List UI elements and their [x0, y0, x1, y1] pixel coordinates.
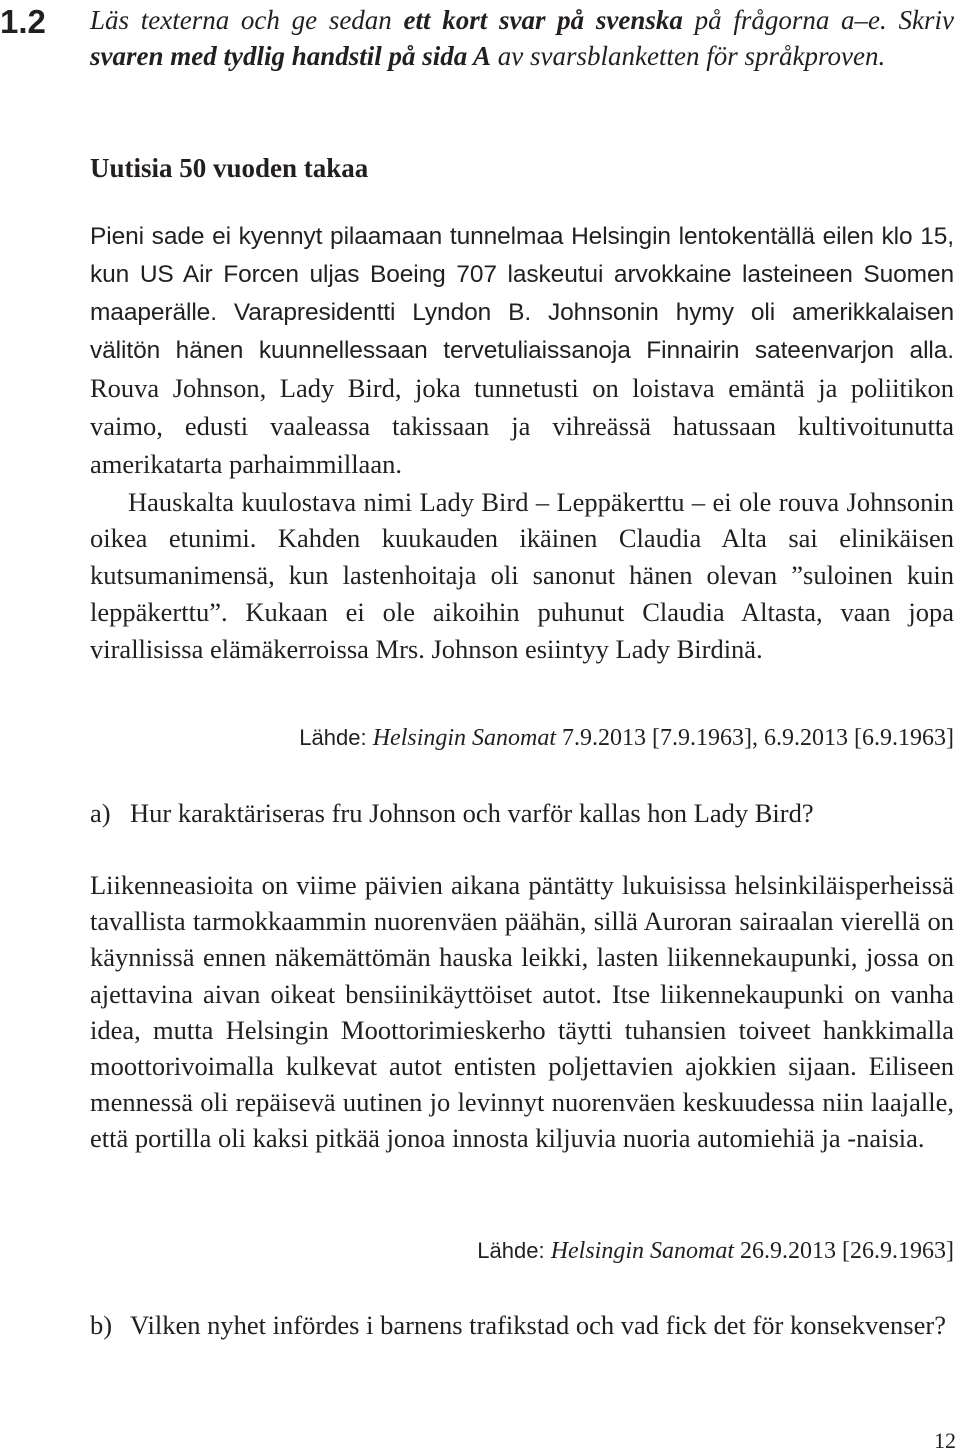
source-newspaper: Helsingin Sanomat — [372, 725, 557, 751]
article-1-body — [90, 218, 954, 668]
instructions-text-1: Läs texterna och ge sedan — [90, 5, 404, 35]
article-2-body: Liikenneasioita on viime päivien aikana päntätty lukuisissa helsinkiläisperheissä tavallista tarmokkaammin nuorenväen päähän, sillä Auroran sairaalan vierellä on käynnissä ennen näkemättömän hauska leikki, lasten liikennekaupunki, jossa on ajettavina aivan oikeat bensiinikäyttöiset autot. Itse liikennekaupunki on vanha idea, mutta Helsingin Moottorimieskerho täytti tuhansien toiveet hankkimalla moottorivoimalla kulkevat autot entisten poljettavien ajokkien sijaan. Eiliseen mennessä oli repäisevä uutinen jo levinnyt nuorenväen keskuudessa niin laajalle, että portilla oli kaksi pitkää jonoa innosta kiljuvia nuoria automiehiä ja -naisia. — [90, 870, 954, 1154]
source-dates: 26.9.2013 [26.9.1963] — [734, 1238, 954, 1264]
instructions-bold-2: svaren med tydlig handstil på sida A — [90, 41, 492, 71]
source-newspaper: Helsingin Sanomat — [550, 1238, 735, 1264]
section-number: 1.2 — [0, 3, 46, 40]
question-b-label: b) — [90, 1310, 113, 1340]
source-label: Lähde: — [477, 1238, 551, 1263]
instructions-text-3: av svarsblanketten för språkproven. — [491, 41, 886, 71]
article-1-paragraph-1-sans: Pieni sade ei kyennyt pilaamaan tunnelmaa Helsingin lentokentällä eilen klo 15, kun US Air Forcen uljas Boeing 707 laskeutui arvokkaine lasteineen Suomen maaperälle. Varapresidentti Lyndon B. Johnsonin hymy oli amerikkalaisen välitön hänen kuunnellessaan tervetuliaissanoja Finnairin sateenvarjon alla. — [90, 223, 954, 365]
question-a-label: a) — [90, 798, 111, 828]
article-1-paragraph-2: Hauskalta kuulostava nimi Lady Bird – Leppäkerttu – ei ole rouva Johnsonin oikea etunimi. Kahden kuukauden ikäinen Claudia Alta sai elinikäisen kutsumanimensä, kun lastenhoitaja oli sanonut hänen olevan ”suloinen kuin leppäkerttu”. Kukaan ei ole aikoihin puhunut Claudia Altasta, vaan jopa virallisissa elämäkerroissa Mrs. Johnson esiintyy Lady Birdinä. — [90, 486, 954, 664]
question-b-text: Vilken nyhet infördes i barnens trafikstad och vad fick det för konsekvenser? — [130, 1310, 946, 1340]
source-dates: 7.9.2013 [7.9.1963], 6.9.2013 [6.9.1963] — [556, 725, 954, 751]
question-a — [90, 795, 954, 831]
instructions-text-2: på frågorna a–e. Skriv — [682, 5, 954, 35]
question-a-text: Hur karaktäriseras fru Johnson och varför kallas hon Lady Bird? — [130, 798, 814, 828]
article-1-paragraph-1 — [90, 218, 954, 484]
article-1-paragraph-1-serif: Rouva Johnson, Lady Bird, joka tunnetusti on loistava emäntä ja poliitikon vaimo, edusti vaaleassa takissaan ja vihreässä hatussaan kultivoitunutta amerikatarta parhaimmillaan. — [90, 373, 954, 479]
article-2-source — [477, 1236, 954, 1266]
instructions-bold-1: ett kort svar på svenska — [403, 5, 683, 35]
page-number: 12 — [934, 1428, 956, 1453]
article-1-source — [299, 723, 954, 753]
source-label: Lähde: — [299, 725, 373, 750]
article-headline: Uutisia 50 vuoden takaa — [90, 153, 369, 183]
question-b — [90, 1307, 954, 1343]
instructions — [90, 2, 954, 74]
